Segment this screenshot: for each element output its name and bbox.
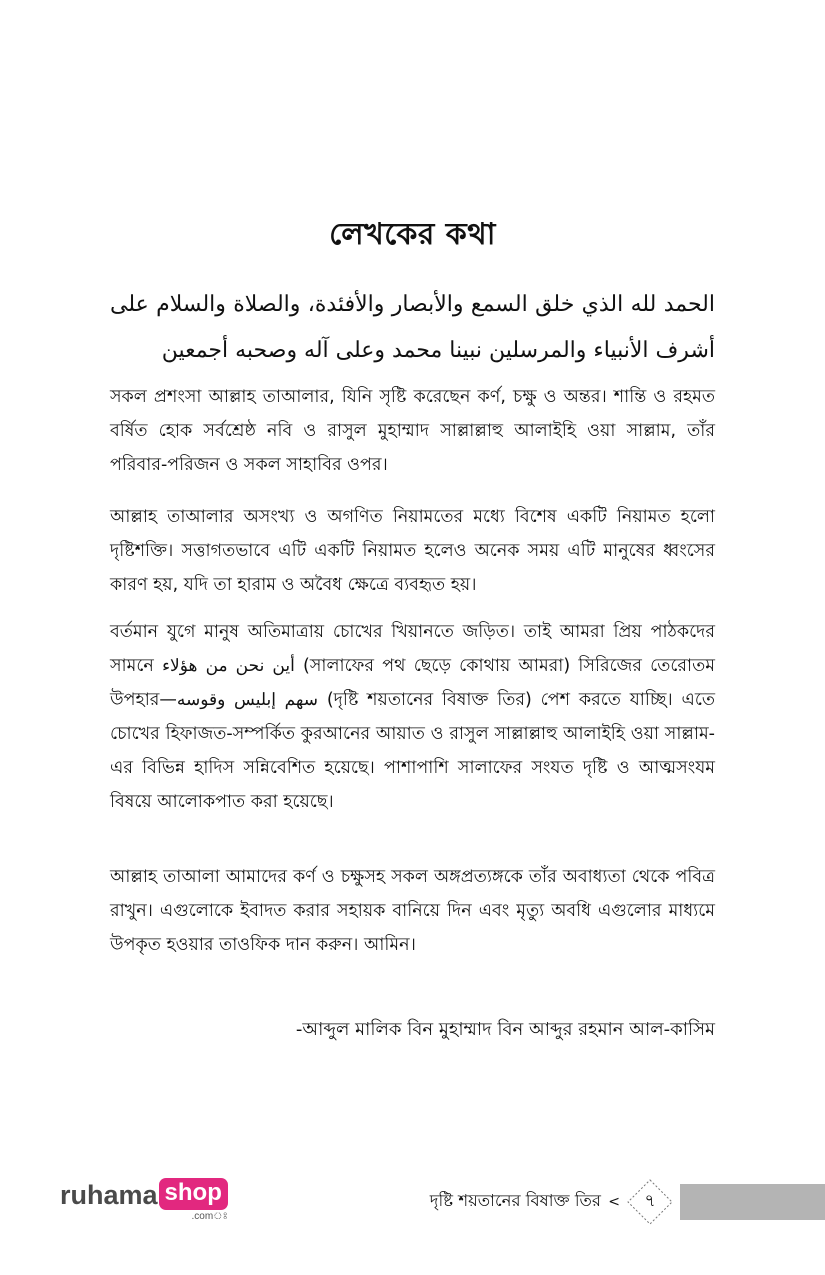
logo-shop-group [159,1178,228,1223]
paragraph-series-text-2: (সালাফের পথ ছেড়ে কোথায় আমরা) সিরিজের তেরোতম উপহার— [110,656,715,710]
logo-com: .comঃ [191,1211,228,1222]
paragraph-eyesight: আল্লাহ তাআলার অসংখ্য ও অগণিত নিয়ামতের মধ্যে বিশেষ একটি নিয়ামত হলো দৃষ্টিশক্তি। সত্তাগতভাবে এটি একটি নিয়ামত হলেও অনেক সময় এটি মানুষের ধ্বংসের কারণ হয়, যদি তা হারাম ও অবৈধ ক্ষেত্রে ব্যবহৃত হয়। [110,507,715,595]
logo-word: ruhama [60,1180,158,1210]
paragraph-series-text-3: (দৃষ্টি শয়তানের বিষাক্ত তির) পেশ করতে যাচ্ছি। এতে চোখের হিফাজত-সম্পর্কিত কুরআনের আয়াত ও রাসুল সাল্লাল্লাহু আলাইহি ওয়া সাল্লাম-এর বিভিন্ন হাদিস সন্নিবেশিত হয়েছে। পাশাপাশি সালাফের সংযত দৃষ্টি ও আত্মসংযম বিষয়ে আলোকপাত করা হয়েছে। [110,690,715,812]
footer-bar [680,1184,825,1220]
page-title: লেখকের কথা [329,217,496,252]
arabic-dua: الحمد لله الذي خلق السمع والأبصار والأفئدة، والصلاة والسلام على أشرف الأنبياء والمرسلين نبينا محمد وعلى آله وصحبه أجمعين [110,292,715,363]
paragraph-praise: সকল প্রশংসা আল্লাহ তাআলার, যিনি সৃষ্টি করেছেন কর্ণ, চক্ষু ও অন্তর। শান্তি ও রহমত বর্ষিত হোক সর্বশ্রেষ্ঠ নবি ও রাসুল মুহাম্মাদ সাল্লাল্লাহু আলাইহি ওয়া সাল্লাম, তাঁর পরিবার-পরিজন ও সকল সাহাবির ওপর। [110,387,715,475]
author-signature: -আব্দুল মালিক বিন মুহাম্মাদ বিন আব্দুর রহমান আল-কাসিম [295,1019,715,1040]
logo-shop-badge: shop [159,1178,228,1210]
book-title-arabic: سهم إبليس وقوسه [176,690,318,710]
paragraph-series-text-1: বর্তমান যুগে মানুষ অতিমাত্রায় চোখের খিয়ানতে জড়িত। তাই আমরা প্রিয় পাঠকদের সামনে [110,622,715,676]
series-title-arabic: أين نحن من هؤلاء [162,656,295,676]
ruhamashop-logo [60,1178,228,1222]
paragraph-series [110,615,715,819]
paragraph-prayer: আল্লাহ তাআলা আমাদের কর্ণ ও চক্ষুসহ সকল অঙ্গপ্রত্যঙ্গকে তাঁর অবাধ্যতা থেকে পবিত্র রাখুন। এগুলোকে ইবাদত করার সহায়ক বানিয়ে দিন এবং মৃত্যু অবধি এগুলোর মাধ্যমে উপকৃত হওয়ার তাওফিক দান করুন। আমিন। [110,867,715,955]
chevron-left-icon: < [608,1194,620,1210]
page-number: ৭ [644,1191,656,1211]
running-head-title: দৃষ্টি শয়তানের বিষাক্ত তির [429,1191,602,1210]
running-head [430,1188,620,1215]
